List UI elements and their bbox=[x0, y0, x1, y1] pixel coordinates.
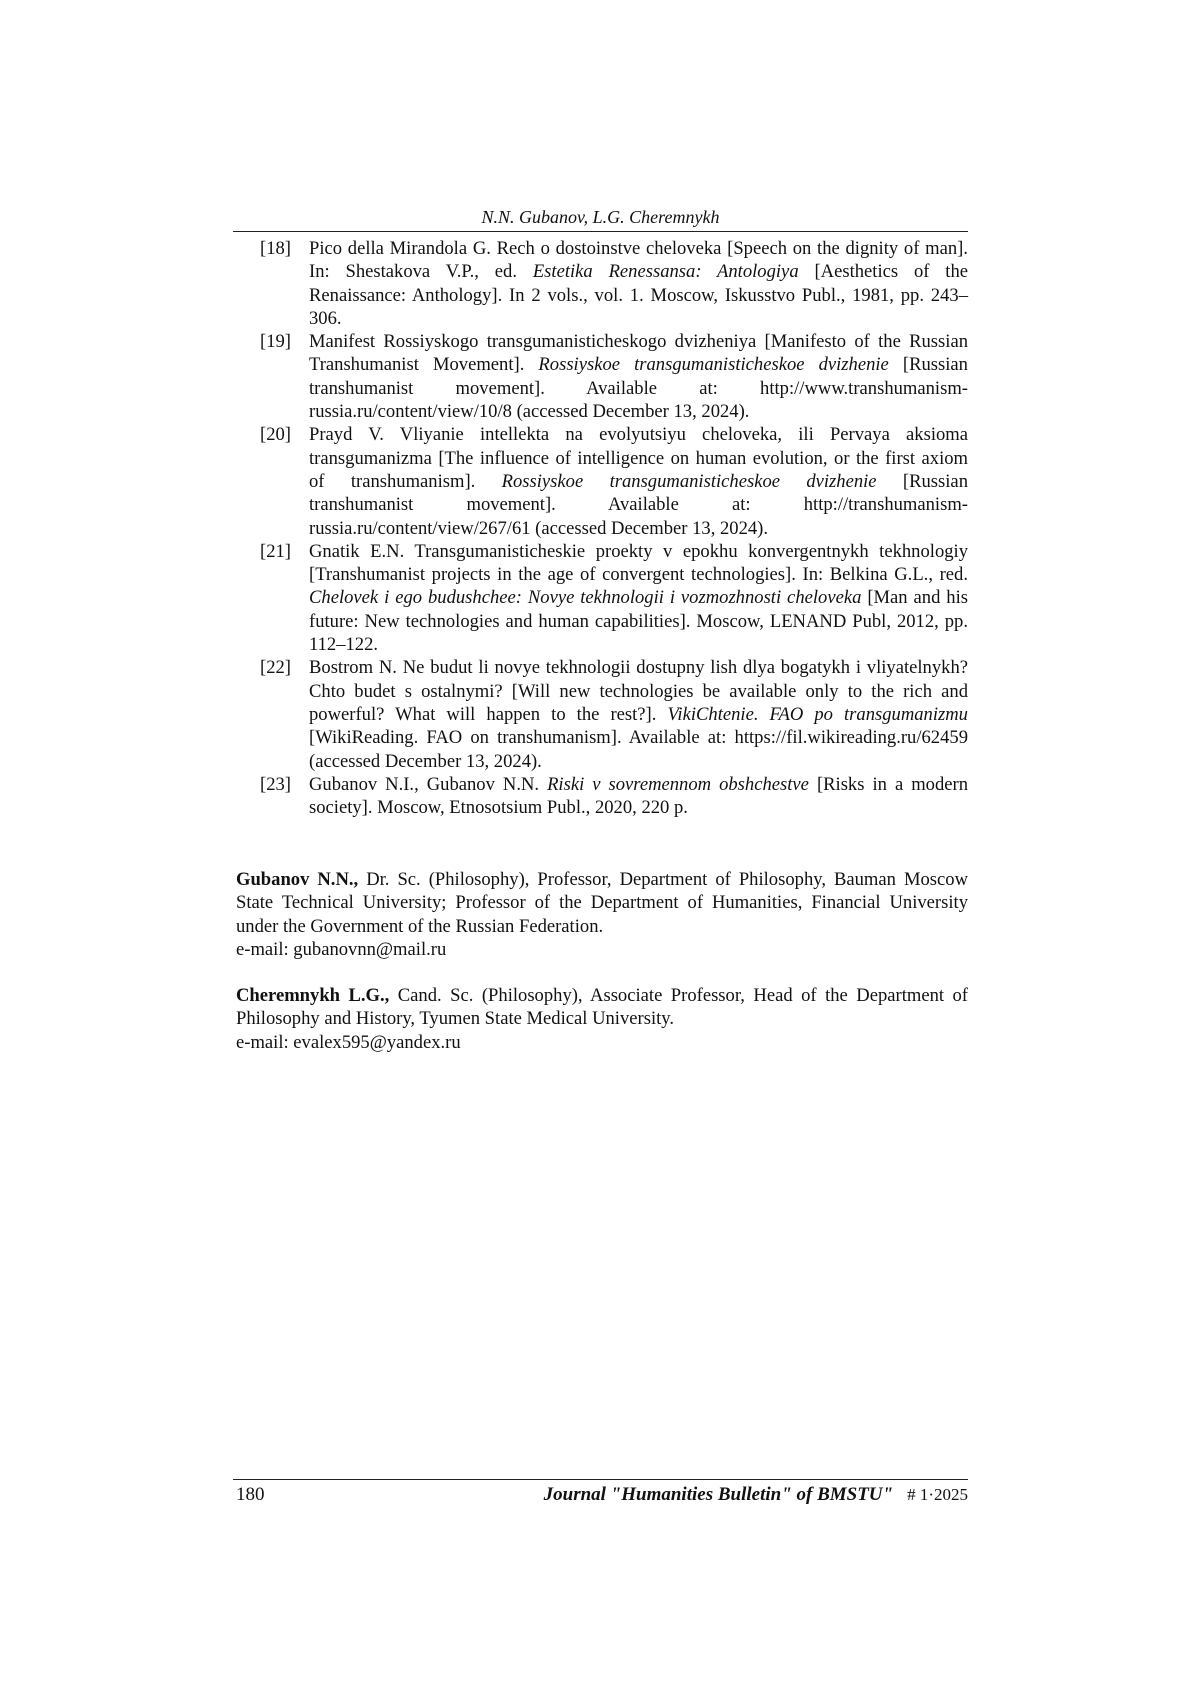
reference-part: [Aesthetics of the Renaissance: Anthology]. In 2 vols., vol. 1. Moscow, Iskusstvo Publ., 1981, pp. 243–306. bbox=[309, 261, 968, 329]
author-email: e-mail: evalex595@yandex.ru bbox=[236, 1031, 461, 1053]
reference-part: Manifest Rossiyskogo transgumanisticheskogo dvizheniya [Manifesto of the Russian Transhumanist Movement]. bbox=[309, 331, 968, 376]
reference-number: [21] bbox=[260, 540, 291, 562]
reference-text bbox=[309, 773, 968, 820]
author-email: e-mail: gubanovnn@mail.ru bbox=[236, 938, 447, 960]
reference-list bbox=[260, 237, 968, 819]
reference-number: [20] bbox=[260, 424, 291, 446]
reference-item bbox=[260, 330, 968, 423]
author-block bbox=[236, 868, 968, 961]
author-info bbox=[236, 868, 968, 1077]
reference-item bbox=[260, 540, 968, 656]
reference-part: Prayd V. Vliyanie intellekta na evolyutsiyu cheloveka, ili Pervaya aksioma transgumanizma [The influence of intelligence on human evolution, or the first axiom of transhumanism]. bbox=[309, 424, 968, 492]
reference-text bbox=[309, 423, 968, 539]
reference-title-italic: VikiChtenie. FAO po transgumanizmu bbox=[667, 703, 968, 725]
reference-part: Bostrom N. Ne budut li novye tekhnologii dostupny lish dlya bogatykh i vliyatelnykh? Chto budet s ostalnymi? [Will new technologies be available only to the rich and powerful? What will happen to the rest?]. bbox=[309, 657, 968, 725]
header-divider bbox=[233, 231, 968, 232]
footer-divider bbox=[233, 1479, 968, 1480]
reference-number: [19] bbox=[260, 331, 291, 353]
reference-title-italic: Riski v sovremennom obshchestve bbox=[547, 773, 809, 795]
reference-item bbox=[260, 656, 968, 772]
reference-number: [22] bbox=[260, 657, 291, 679]
author-block bbox=[236, 984, 968, 1054]
author-name: Gubanov N.N., bbox=[236, 869, 359, 890]
reference-title-italic: Estetika Renessansa: Antologiya bbox=[532, 261, 799, 283]
author-bio: Dr. Sc. (Philosophy), Professor, Department of Philosophy, Bauman Moscow State Technical University; Professor of the Department of Humanities, Financial University under the Government of the Russian Federation. bbox=[236, 869, 968, 937]
journal-name: Journal "Humanities Bulletin" of BMSTU" bbox=[543, 1484, 894, 1505]
reference-part: Gnatik E.N. Transgumanisticheskie proekty v epokhu konvergentnykh tekhnologiy [Transhumanist projects in the age of convergent technologies]. In: Belkina G.L., red. bbox=[309, 540, 968, 586]
reference-item bbox=[260, 773, 968, 820]
reference-part: [Man and his future: New technologies and human capabilities]. Moscow, LENAND Publ, 2012, pp. 112–122. bbox=[309, 587, 968, 656]
reference-part: [Risks in a modern society]. Moscow, Etnosotsium Publ., 2020, 220 p. bbox=[309, 773, 968, 819]
reference-part: [WikiReading. FAO on transhumanism]. Available at: https://fil.wikireading.ru/62459 (accessed December 13, 2024). bbox=[309, 727, 968, 772]
reference-number: [23] bbox=[260, 773, 291, 795]
reference-text bbox=[309, 540, 968, 656]
reference-title-italic: Rossiyskoe transgumanisticheskoe dvizhenie bbox=[538, 354, 889, 376]
reference-number: [18] bbox=[260, 238, 291, 259]
reference-part: Pico della Mirandola G. Rech o dostoinstve cheloveka [Speech on the dignity of man]. In: Shestakova V.P., ed. bbox=[309, 238, 968, 283]
issue-number: # 1·2025 bbox=[907, 1485, 968, 1504]
reference-text bbox=[309, 656, 968, 772]
reference-text bbox=[309, 330, 968, 423]
running-head: N.N. Gubanov, L.G. Cheremnykh bbox=[481, 207, 720, 227]
page-footer bbox=[236, 1483, 968, 1507]
reference-part: [Russian transhumanist movement]. Available at: http://www.transhumanism-russia.ru/content/view/10/8 (accessed December 13, 2024). bbox=[309, 354, 968, 423]
author-name: Cheremnykh L.G., bbox=[236, 985, 390, 1007]
reference-item bbox=[260, 423, 968, 539]
reference-item bbox=[260, 237, 968, 330]
reference-part: Gubanov N.I., Gubanov N.N. bbox=[309, 773, 548, 795]
reference-title-italic: Rossiyskoe transgumanisticheskoe dvizhenie bbox=[501, 470, 877, 492]
reference-title-italic: Chelovek i ego budushchee: Novye tekhnologii i vozmozhnosti cheloveka bbox=[309, 587, 862, 609]
author-bio: Cand. Sc. (Philosophy), Associate Professor, Head of the Department of Philosophy and History, Tyumen State Medical University. bbox=[236, 985, 968, 1030]
reference-text bbox=[309, 237, 968, 330]
reference-part: [Russian transhumanist movement]. Available at: http://transhumanism-russia.ru/content/view/267/61 (accessed December 13, 2024). bbox=[309, 470, 968, 539]
page-number: 180 bbox=[236, 1484, 265, 1505]
